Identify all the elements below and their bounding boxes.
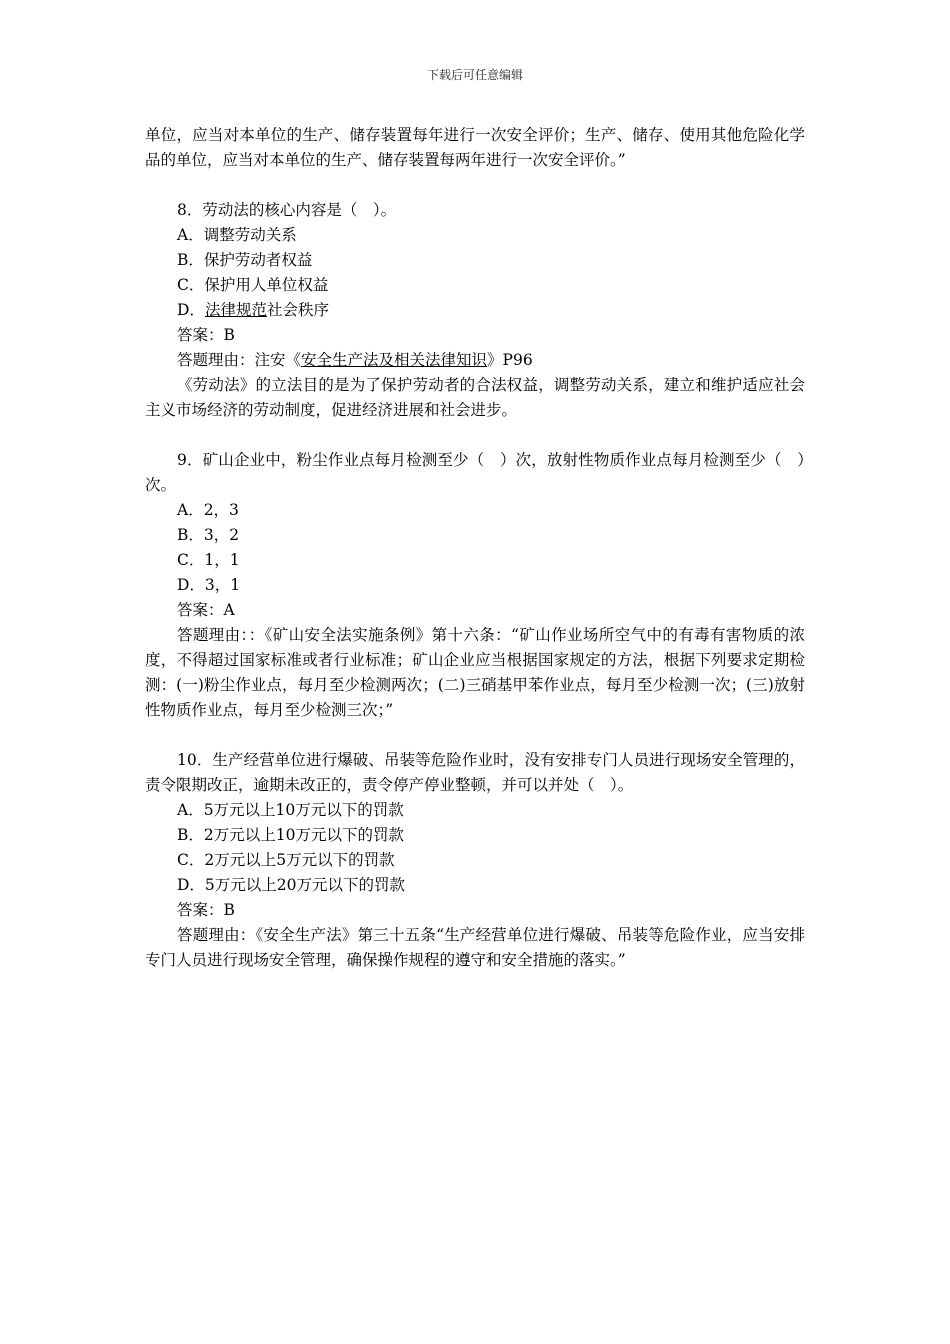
- question-9-option-b: B．3，2: [177, 526, 240, 544]
- question-10: [145, 748, 805, 973]
- question-8-option-b: B．保护劳动者权益: [177, 251, 313, 269]
- question-8-explanation: 《劳动法》的立法目的是为了保护劳动者的合法权益，调整劳动关系，建立和维护适应社会主义市场经济的劳动制度，促进经济进展和社会进步。: [145, 376, 805, 419]
- question-10-option-a: A．5万元以上10万元以下的罚款: [177, 801, 404, 819]
- question-8-text: 8．劳动法的核心内容是（ ）。: [177, 201, 397, 219]
- question-9-option-a: A．2，3: [177, 501, 239, 519]
- question-10-option-b: B．2万元以上10万元以下的罚款: [177, 826, 404, 844]
- page-header: 下载后可任意编辑: [426, 68, 523, 82]
- option-d-prefix: D．: [177, 301, 205, 319]
- reason-suffix: 》P96: [487, 351, 533, 369]
- question-10-reason: 答题理由：《安全生产法》第三十五条“生产经营单位进行爆破、吊装等危险作业，应当安排专门人员进行现场安全管理，确保操作规程的遵守和安全措施的落实。”: [145, 926, 805, 969]
- question-8-option-a: A．调整劳动关系: [177, 226, 297, 244]
- option-d-underlined: 法律规范: [204, 301, 267, 319]
- question-9-answer: 答案：A: [177, 601, 235, 619]
- question-8: [145, 198, 805, 423]
- reason-prefix: 答题理由：注安《: [177, 351, 302, 369]
- question-8-option-c: C．保护用人单位权益: [177, 276, 329, 294]
- question-9-text: 9．矿山企业中，粉尘作业点每月检测至少（ ）次，放射性物质作业点每月检测至少（ ）次。: [145, 451, 805, 494]
- intro-paragraph: 单位，应当对本单位的生产、储存装置每年进行一次安全评价；生产、储存、使用其他危险化学品的单位，应当对本单位的生产、储存装置每两年进行一次安全评价。”: [145, 126, 805, 169]
- question-10-text: 10．生产经营单位进行爆破、吊装等危险作业时，没有安排专门人员进行现场安全管理的，责令限期改正，逾期未改正的，责令停产停业整顿，并可以并处（ ）。: [145, 751, 805, 794]
- question-8-option-d: [145, 298, 805, 323]
- option-d-suffix: 社会秩序: [266, 301, 329, 319]
- question-8-answer: 答案：B: [177, 326, 235, 344]
- question-10-answer: 答案：B: [177, 901, 235, 919]
- question-9-option-d: D．3，1: [177, 576, 241, 594]
- question-8-reason: [145, 348, 805, 373]
- question-9-option-c: C．1，1: [177, 551, 240, 569]
- question-10-option-c: C．2万元以上5万元以下的罚款: [177, 851, 395, 869]
- reason-underlined: 安全生产法及相关法律知识: [301, 351, 488, 369]
- question-9: [145, 448, 805, 723]
- question-9-reason: 答题理由：：《矿山安全法实施条例》第十六条：“矿山作业场所空气中的有毒有害物质的浓度，不得超过国家标准或者行业标准；矿山企业应当根据国家规定的方法，根据下列要求定期检测：(一)粉尘作业点，每月至少检测两次；(二)三硝基甲苯作业点，每月至少检测一次；(三)放射性物质作业点，每月至少检测三次；”: [145, 626, 805, 719]
- question-10-option-d: D．5万元以上20万元以下的罚款: [177, 876, 406, 894]
- document-body: [145, 123, 805, 973]
